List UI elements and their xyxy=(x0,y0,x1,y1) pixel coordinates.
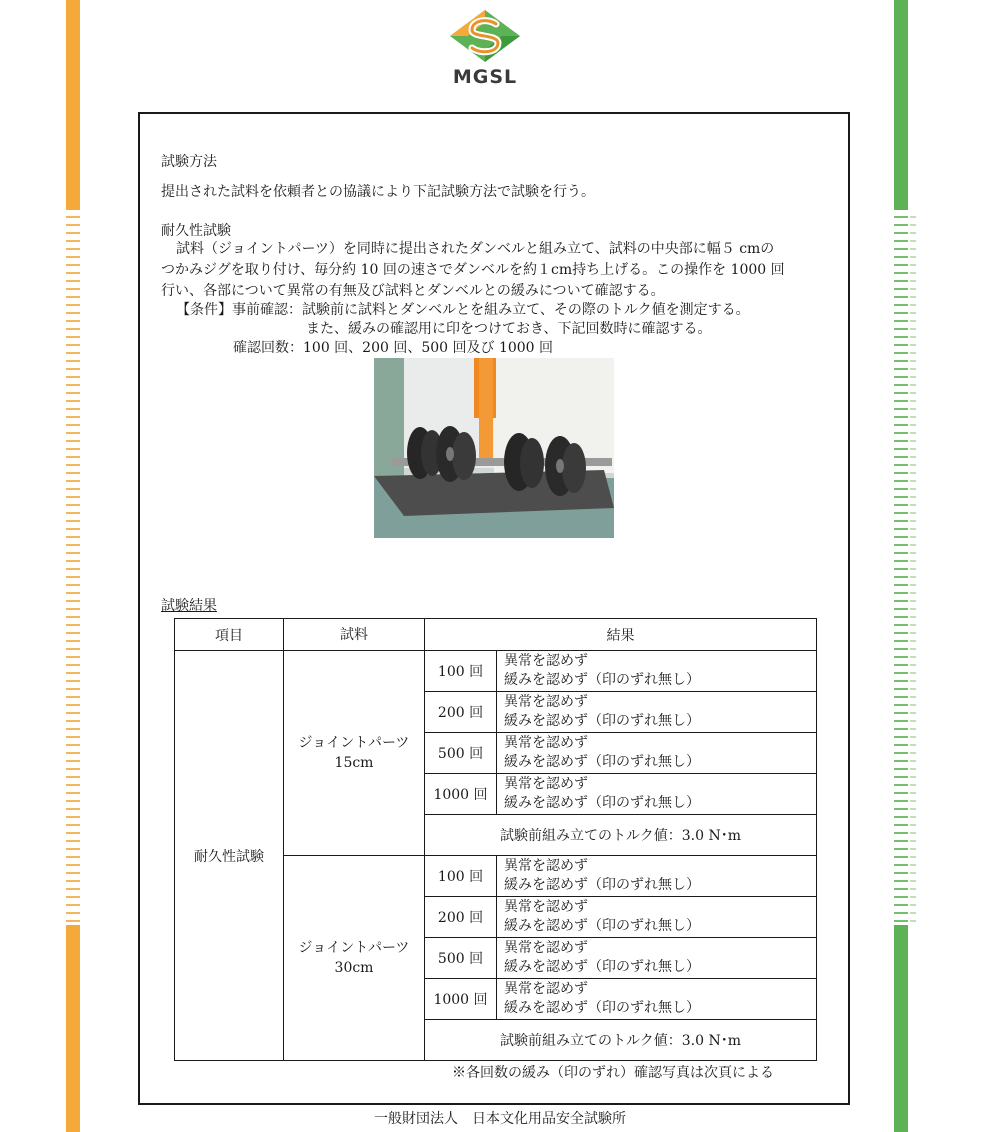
result-line: 異常を認めず xyxy=(504,776,588,792)
photo-note: ※各回数の緩み（印のずれ）確認写真は次頁による xyxy=(452,1065,774,1081)
sample-cell xyxy=(284,856,425,1061)
durability-heading: 耐久性試験 xyxy=(161,223,231,239)
result-line: 緩みを認めず（印のずれ無し） xyxy=(504,672,700,688)
result-line: 異常を認めず xyxy=(504,735,588,751)
sample-size: 30cm xyxy=(334,960,374,976)
footer-organization: 一般財団法人 日本文化用品安全試験所 xyxy=(374,1111,626,1127)
header-result: 結果 xyxy=(425,619,817,651)
result-line: 緩みを認めず（印のずれ無し） xyxy=(504,1000,700,1016)
method-text: 提出された試料を依頼者との協議により下記試験方法で試験を行う。 xyxy=(161,184,595,200)
torque-cell: 試験前組み立てのトルク値：3.0 N･m xyxy=(425,1020,817,1061)
sample-name: ジョイントパーツ xyxy=(298,735,410,751)
result-cell xyxy=(497,897,817,938)
durability-line-2: つかみジグを取り付け、毎分約 10 回の速さでダンベルを約１cm持ち上げる。この操作を 1000 回 xyxy=(161,262,785,278)
result-cell xyxy=(497,979,817,1020)
item-cell: 耐久性試験 xyxy=(175,651,284,1061)
result-line: 異常を認めず xyxy=(504,899,588,915)
mgsl-logo-mark-icon xyxy=(448,8,522,66)
result-cell xyxy=(497,938,817,979)
durability-line-1: 試料（ジョイントパーツ）を同時に提出されたダンベルと組み立て、試料の中央部に幅５ cmの xyxy=(176,241,775,257)
results-table xyxy=(174,618,817,1061)
result-cell xyxy=(497,774,817,815)
count-cell: 200 回 xyxy=(425,692,497,733)
durability-line-3: 行い、各部について異常の有無及び試料とダンベルとの緩みについて確認する。 xyxy=(161,283,665,299)
torque-cell: 試験前組み立てのトルク値：3.0 N･m xyxy=(425,815,817,856)
count-cell: 100 回 xyxy=(425,651,497,692)
header-item: 項目 xyxy=(175,619,284,651)
dumbbell-test-photo xyxy=(374,358,614,538)
condition-line-2: また、緩みの確認用に印をつけておき、下記回数時に確認する。 xyxy=(306,321,712,337)
result-line: 緩みを認めず（印のずれ無し） xyxy=(504,713,700,729)
logo-text: MGSL xyxy=(452,66,518,88)
result-line: 緩みを認めず（印のずれ無し） xyxy=(504,918,700,934)
header-sample: 試料 xyxy=(284,619,425,651)
result-line: 緩みを認めず（印のずれ無し） xyxy=(504,754,700,770)
results-heading: 試験結果 xyxy=(161,598,217,614)
result-line: 緩みを認めず（印のずれ無し） xyxy=(504,959,700,975)
result-line: 異常を認めず xyxy=(504,981,588,997)
result-line: 異常を認めず xyxy=(504,940,588,956)
count-cell: 500 回 xyxy=(425,938,497,979)
result-line: 異常を認めず xyxy=(504,694,588,710)
sample-cell xyxy=(284,651,425,856)
result-line: 緩みを認めず（印のずれ無し） xyxy=(504,877,700,893)
count-cell: 1000 回 xyxy=(425,774,497,815)
right-color-band xyxy=(894,0,908,1132)
sample-name: ジョイントパーツ xyxy=(298,940,410,956)
mgsl-logo xyxy=(448,8,522,90)
result-line: 異常を認めず xyxy=(504,858,588,874)
confirm-counts: 確認回数：100 回、200 回、500 回及び 1000 回 xyxy=(233,340,554,356)
result-cell xyxy=(497,733,817,774)
count-cell: 500 回 xyxy=(425,733,497,774)
left-color-band xyxy=(66,0,80,1132)
table-row xyxy=(175,651,817,692)
result-line: 緩みを認めず（印のずれ無し） xyxy=(504,795,700,811)
method-heading: 試験方法 xyxy=(161,154,217,170)
condition-line-1: 【条件】事前確認：試験前に試料とダンベルとを組み立て、その際のトルク値を測定する。 xyxy=(176,302,750,318)
result-cell xyxy=(497,651,817,692)
count-cell: 100 回 xyxy=(425,856,497,897)
result-line: 異常を認めず xyxy=(504,653,588,669)
result-cell xyxy=(497,692,817,733)
count-cell: 1000 回 xyxy=(425,979,497,1020)
sample-size: 15cm xyxy=(334,755,374,771)
result-cell xyxy=(497,856,817,897)
table-header-row xyxy=(175,619,817,651)
count-cell: 200 回 xyxy=(425,897,497,938)
